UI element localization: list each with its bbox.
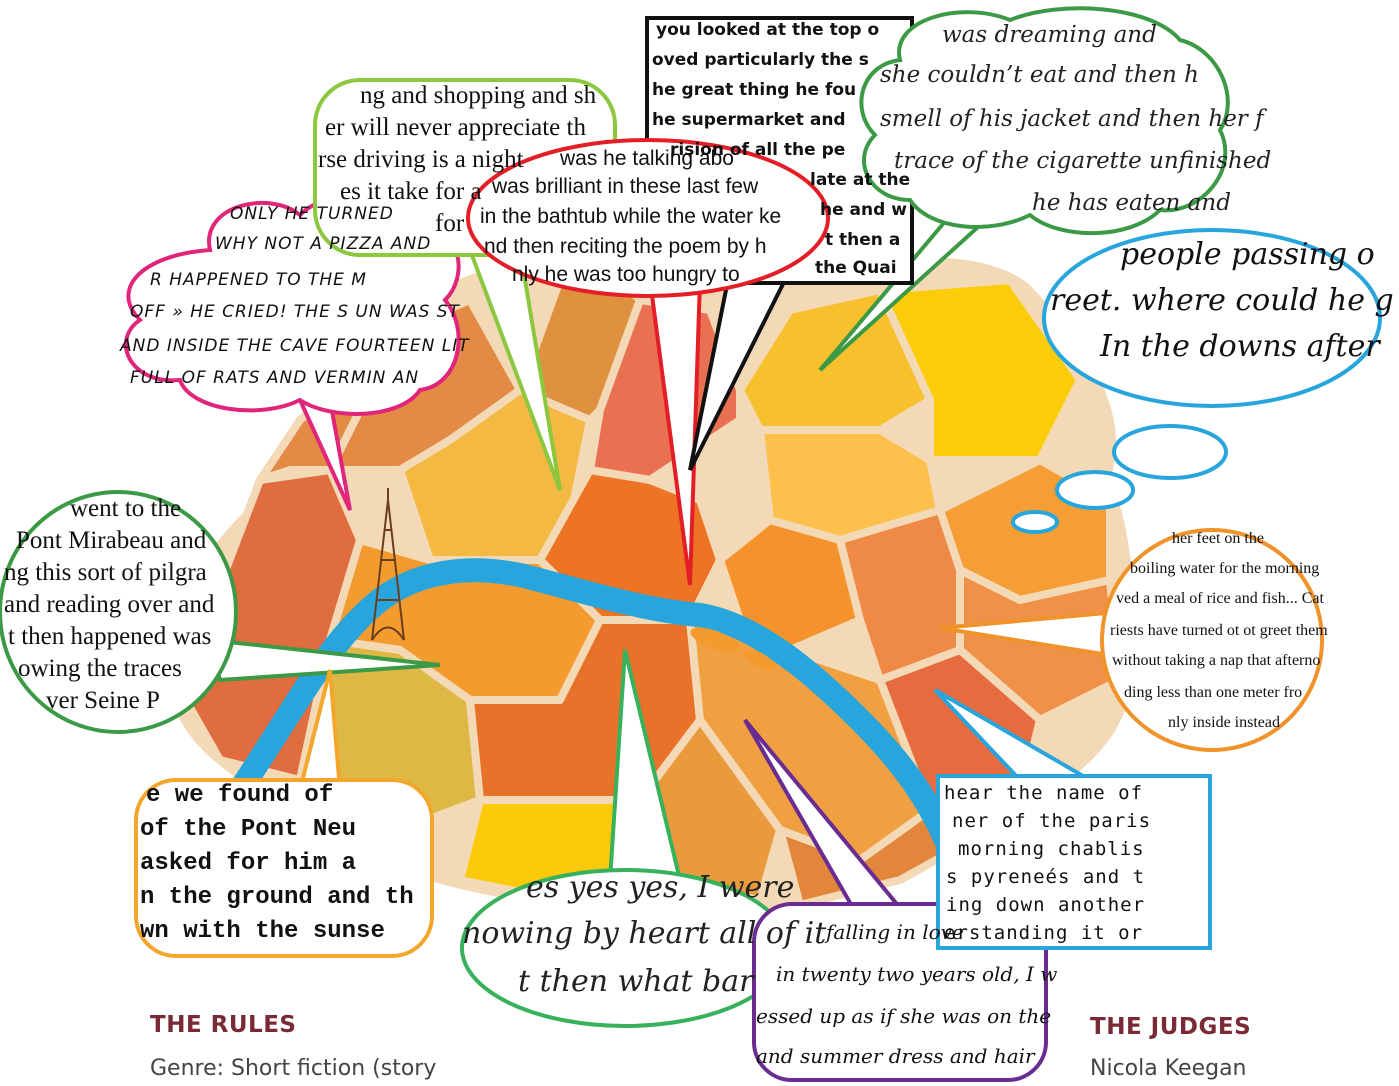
bubble-line: morning chablis (958, 838, 1145, 860)
bubble-line: ver Seine P (46, 687, 160, 714)
green-left-bubble-text (2, 495, 234, 730)
bubble-line: R HAPPENED TO THE M (150, 270, 367, 290)
bubble-line: er will never appreciate th (325, 114, 586, 141)
bubble-line: ng and shopping and sh (360, 82, 597, 109)
bubble-line: he and w (820, 200, 907, 220)
bubble-line: essed up as if she was on the (756, 1004, 1052, 1028)
bubble-line: nd then reciting the poem by h (484, 235, 767, 258)
bubble-line: in the bathtub while the water ke (480, 205, 782, 228)
bubble-line: of the Pont Neu (140, 816, 357, 843)
bubble-line: riests have turned ot ot greet them (1110, 622, 1328, 639)
bubble-line: he has eaten and (1032, 190, 1231, 216)
bubble-line: es yes yes, I were (526, 870, 795, 905)
bubble-line: in twenty two years old, I w (776, 962, 1058, 986)
bubble-line: was brilliant in these last few (492, 175, 759, 198)
bubble-line: nly inside instead (1168, 714, 1280, 731)
bubble-line: t then what bar (518, 964, 754, 999)
bubble-line: s pyreneés and t (946, 866, 1146, 888)
bubble-line: late at the (810, 170, 911, 190)
thought-trail-large (1114, 426, 1226, 478)
bubble-line: trace of the cigarette unfinished (894, 148, 1272, 174)
bubble-line: for (435, 210, 465, 237)
bubble-line: ner of the paris (952, 810, 1152, 832)
bubble-line: FULL OF RATS AND VERMIN AN (130, 368, 420, 388)
bubble-line: asked for him a (140, 850, 357, 877)
cyan-thought-bubble-text (1050, 235, 1394, 400)
bubble-line: and reading over and (4, 591, 215, 618)
bubble-line: was he talking abo (560, 147, 734, 170)
bubble-line: her feet on the (1172, 530, 1264, 547)
bubble-line: he great thing he fou (652, 80, 857, 100)
bubble-line: OFF » HE CRIED! THE S UN WAS ST (130, 302, 460, 322)
bubble-line: ved a meal of rice and fish... Cat (1116, 590, 1324, 607)
bubble-line: was dreaming and (942, 22, 1157, 48)
green-cloud-bubble-text (870, 20, 1272, 220)
red-oval-bubble-text (472, 145, 824, 291)
bubble-line: rision of all the pe (670, 140, 846, 160)
yellow-bubble-text (140, 782, 428, 954)
bubble-line: ng this sort of pilgra (4, 559, 207, 586)
bubble-line: reet. where could he g (1050, 283, 1394, 318)
rules-text: Genre: Short fiction (story (150, 1056, 437, 1081)
bubble-line: hear the name of (944, 782, 1144, 804)
bubble-line: oved particularly the s (652, 50, 869, 70)
bubble-line: ONLY HE TURNED (230, 204, 394, 224)
bubble-line: es it take for a (340, 178, 482, 205)
bubble-line: erstanding it or (944, 922, 1144, 944)
bubble-line: went to the (70, 495, 182, 522)
judges-heading: THE JUDGES (1090, 1014, 1252, 1040)
judges-text: Nicola Keegan (1090, 1056, 1247, 1081)
bubble-line: without taking a nap that afterno (1112, 652, 1321, 669)
bubble-line: he supermarket and (652, 110, 846, 130)
bubble-line: people passing o (1120, 237, 1375, 272)
cyan-mono-bubble-text (942, 780, 1206, 946)
teal-oval-bubble-text (462, 870, 827, 1026)
bubble-line: AND INSIDE THE CAVE FOURTEEN LIT (120, 336, 470, 356)
bubble-line: n the ground and th (140, 884, 414, 911)
bubble-line: e we found of (146, 782, 334, 809)
bubble-line: falling in love (826, 920, 964, 944)
bubble-line: nowing by heart all of it (462, 916, 827, 951)
bubble-line: owing the traces (18, 655, 182, 682)
thought-trail-small (1013, 512, 1057, 532)
bubble-line: t then happened was (8, 623, 212, 650)
bubble-line: In the downs after (1100, 329, 1380, 364)
bubble-line: nly he was too hungry to (512, 263, 740, 286)
bubble-line: Pont Mirabeau and (16, 527, 207, 554)
bubble-line: ding less than one meter fro (1124, 684, 1303, 701)
bubble-line: t then a (825, 230, 901, 250)
bubble-line: you looked at the top o (656, 20, 880, 40)
orange-right-bubble-text (1104, 530, 1328, 748)
bubble-line: boiling water for the morning (1130, 560, 1320, 577)
bubble-line: ing down another (946, 894, 1146, 916)
bubble-line: the Quai (815, 258, 897, 278)
bubble-line: and summer dress and hair (756, 1044, 1035, 1068)
thought-trail-medium (1057, 472, 1133, 508)
bubble-line: WHY NOT A PIZZA AND (215, 234, 432, 254)
bubble-line: smell of his jacket and then her f (880, 106, 1264, 132)
rules-heading: THE RULES (150, 1012, 297, 1038)
bubble-line: rse driving is a night (318, 146, 524, 173)
bubble-line: she couldn’t eat and then h (880, 62, 1199, 88)
bubble-line: wn with the sunse (140, 918, 385, 945)
